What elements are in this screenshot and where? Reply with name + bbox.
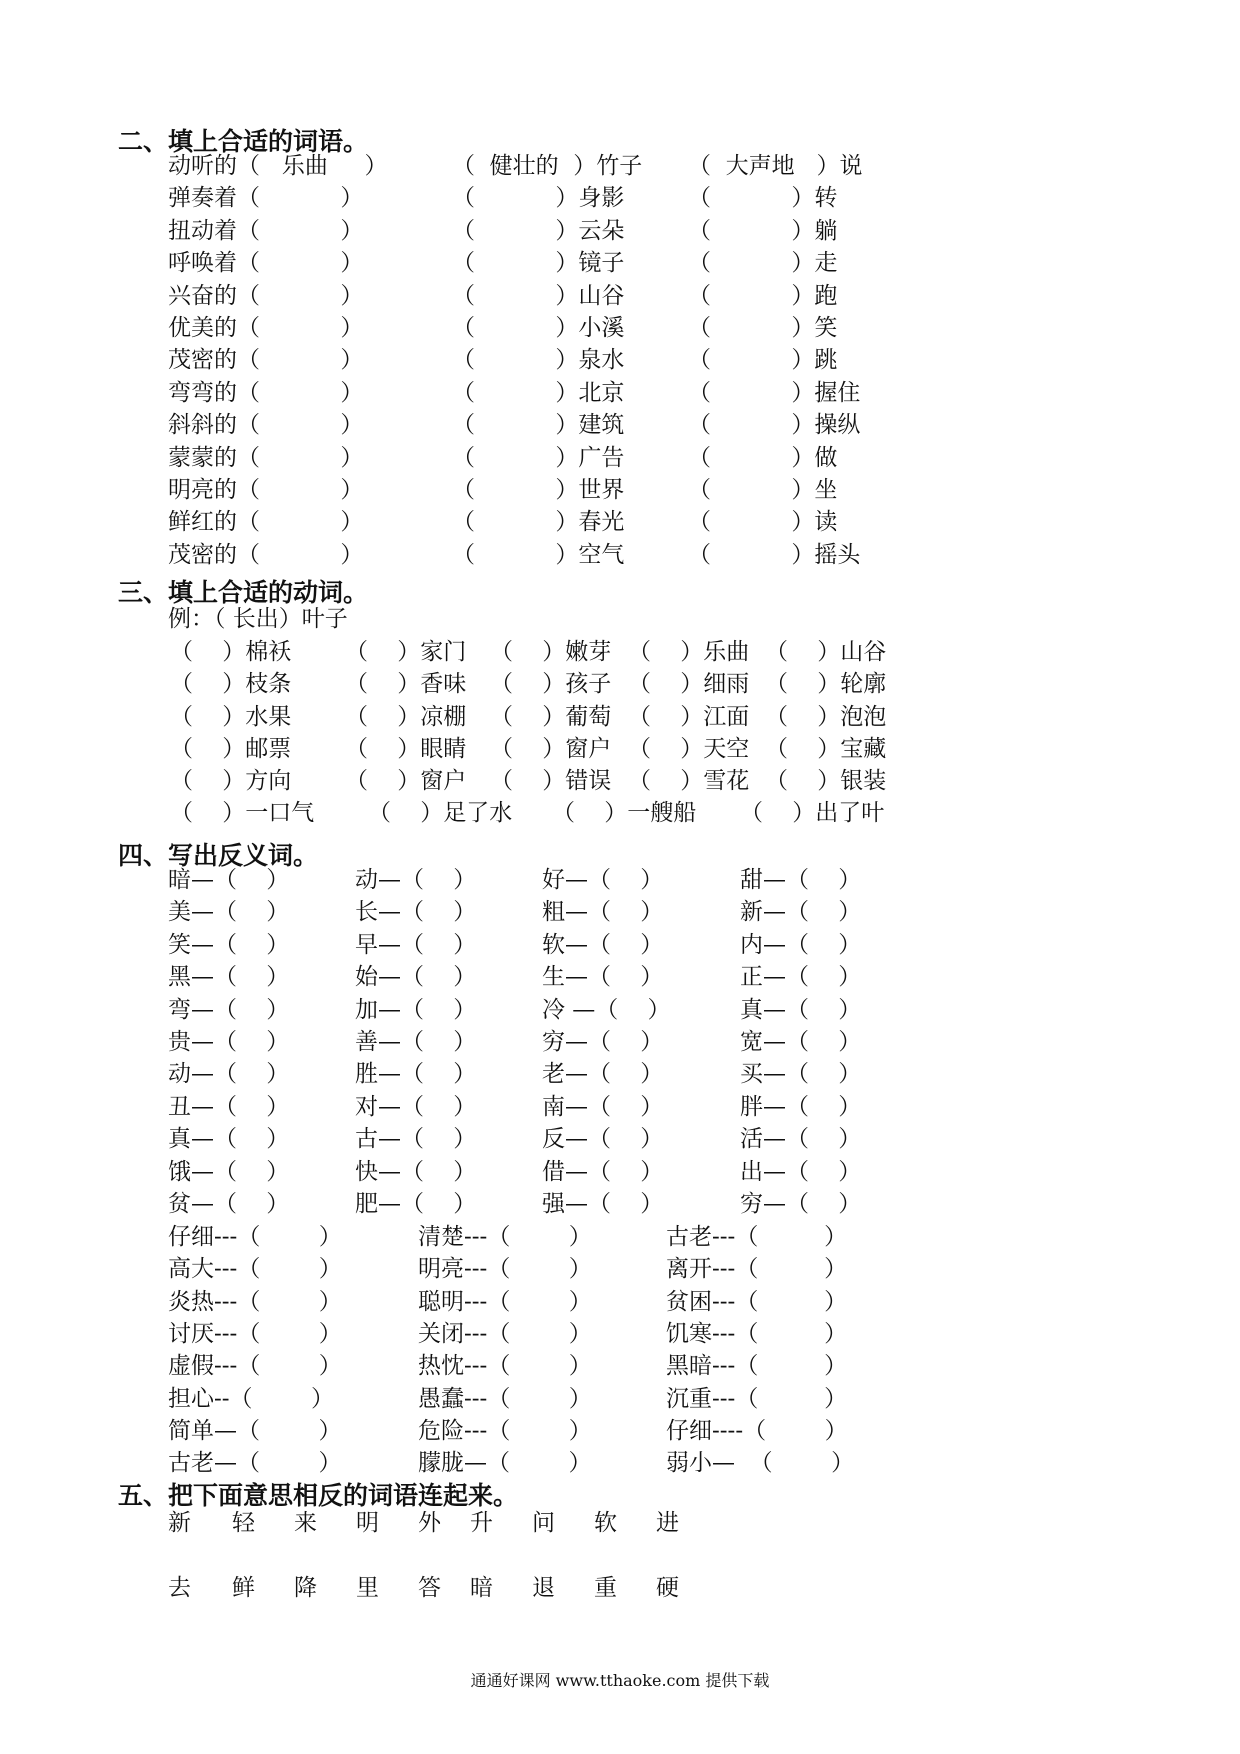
phrase-cell: （ ）空气 (452, 541, 625, 568)
match-char: 明 (356, 1510, 379, 1536)
antonym-cell: 沉重---（ ） (666, 1385, 848, 1412)
phrase-cell: 明亮的（ ） (168, 477, 364, 503)
match-char: 重 (594, 1575, 617, 1601)
verb-cell: （ ）雪花 (628, 768, 750, 795)
antonym-cell: 胜—（ ） (355, 1061, 477, 1088)
verb-cell: （ ）孩子 (490, 671, 612, 698)
match-char: 升 (470, 1510, 493, 1536)
phrase-cell: （ ）笑 (688, 315, 838, 341)
antonym-cell: 动—（ ） (168, 1061, 290, 1088)
phrase-cell: （ ）操纵 (688, 412, 861, 439)
phrase-cell: （ ）转 (688, 185, 838, 212)
antonym-cell: 古老—（ ） (168, 1450, 342, 1477)
antonym-cell: 快—（ ） (355, 1158, 477, 1185)
phrase-cell: （ ）云朵 (452, 217, 625, 244)
verb-cell: （ ）山谷 (765, 639, 887, 665)
section4-heading: 四、写出反义词。 (118, 841, 319, 870)
antonym-cell: 反—（ ） (542, 1126, 664, 1153)
antonym-cell: 讨厌---（ ） (168, 1320, 342, 1347)
section2-heading: 二、填上合适的词语。 (118, 127, 369, 156)
antonym-cell: 饥寒---（ ） (666, 1320, 848, 1347)
antonym-cell: 明亮---（ ） (418, 1256, 592, 1283)
antonym-cell: 贵—（ ） (168, 1029, 290, 1055)
antonym-cell: 贫困---（ ） (666, 1288, 848, 1315)
phrase-cell: （ ）走 (688, 250, 838, 277)
verb-cell: （ ）足了水 (368, 800, 513, 826)
phrase-cell: （ ）摇头 (688, 541, 861, 568)
antonym-cell: 美—（ ） (168, 899, 290, 926)
antonym-cell: 仔细----（ ） (666, 1417, 848, 1444)
verb-cell: （ ）窗户 (345, 768, 467, 795)
antonym-cell: 弱小— （ ） (666, 1450, 855, 1477)
antonym-cell: 危险---（ ） (418, 1417, 592, 1444)
verb-cell: （ ）一口气 (170, 800, 315, 826)
verb-cell: （ ）江面 (628, 703, 750, 730)
antonym-cell: 长—（ ） (355, 899, 477, 926)
phrase-cell: 动听的（ 乐曲 ） (168, 153, 388, 179)
match-char: 进 (656, 1510, 679, 1536)
page-footer: 通通好课网 www.tthaoke.com 提供下载 (470, 1671, 770, 1690)
verb-cell: （ ）银装 (765, 768, 887, 795)
match-char: 鲜 (232, 1575, 255, 1601)
phrase-cell: （ ）跑 (688, 282, 838, 309)
phrase-cell: （ ）跳 (688, 347, 838, 374)
antonym-cell: 朦胧—（ ） (418, 1450, 592, 1477)
phrase-cell: （ ）镜子 (452, 250, 625, 277)
antonym-cell: 弯—（ ） (168, 996, 290, 1023)
phrase-cell: 蒙蒙的（ ） (168, 444, 364, 471)
antonym-cell: 笑—（ ） (168, 931, 290, 958)
verb-cell: （ ）邮票 (170, 735, 292, 762)
phrase-cell: 茂密的（ ） (168, 541, 364, 568)
verb-cell: （ ）棉袄 (170, 639, 292, 665)
section3-heading: 三、填上合适的动词。 (118, 578, 369, 607)
phrase-cell: （ ）身影 (452, 185, 625, 212)
verb-cell: （ ）泡泡 (765, 703, 887, 730)
section5-heading: 五、把下面意思相反的词语连起来。 (118, 1481, 519, 1510)
verb-cell: （ ）方向 (170, 768, 292, 795)
antonym-cell: 古老---（ ） (666, 1224, 848, 1250)
antonym-cell: 冷 —（ ） (542, 996, 671, 1023)
verb-cell: （ ）水果 (170, 703, 292, 730)
match-char: 软 (594, 1510, 617, 1536)
antonym-cell: 善—（ ） (355, 1029, 477, 1055)
antonym-cell: 对—（ ） (355, 1093, 477, 1120)
match-char: 新 (168, 1510, 191, 1536)
antonym-cell: 内—（ ） (740, 931, 862, 958)
phrase-cell: 弯弯的（ ） (168, 379, 364, 406)
antonym-cell: 加—（ ） (355, 996, 477, 1023)
phrase-cell: 斜斜的（ ） (168, 412, 364, 439)
antonym-cell: 真—（ ） (740, 996, 862, 1023)
antonym-cell: 仔细---（ ） (168, 1224, 342, 1250)
verb-cell: （ ）细雨 (628, 671, 750, 698)
antonym-cell: 正—（ ） (740, 964, 862, 991)
phrase-cell: 扭动着（ ） (168, 217, 364, 244)
verb-cell: （ ）家门 (345, 639, 467, 665)
verb-cell: （ ）宝藏 (765, 735, 887, 762)
phrase-cell: （ ）坐 (688, 477, 838, 503)
antonym-cell: 热忱---（ ） (418, 1353, 592, 1380)
match-char: 去 (168, 1575, 191, 1601)
phrase-cell: （ ）泉水 (452, 347, 625, 374)
match-char: 退 (532, 1575, 555, 1601)
phrase-cell: （ ）广告 (452, 444, 625, 471)
antonym-cell: 新—（ ） (740, 899, 862, 926)
verb-cell: （ ）嫩芽 (490, 639, 612, 665)
phrase-cell: 鲜红的（ ） (168, 509, 364, 536)
phrase-cell: 茂密的（ ） (168, 347, 364, 374)
antonym-cell: 生—（ ） (542, 964, 664, 991)
antonym-cell: 黑暗---（ ） (666, 1353, 848, 1380)
verb-cell: （ ）出了叶 (740, 800, 885, 826)
antonym-cell: 愚蠢---（ ） (418, 1385, 592, 1412)
antonym-cell: 借—（ ） (542, 1158, 664, 1185)
phrase-cell: （ ）躺 (688, 217, 838, 244)
antonym-cell: 暗—（ ） (168, 867, 290, 893)
antonym-cell: 强—（ ） (542, 1191, 664, 1217)
antonym-cell: 早—（ ） (355, 931, 477, 958)
phrase-cell: （ ）北京 (452, 379, 625, 406)
match-char: 降 (294, 1575, 317, 1601)
verb-cell: （ ）窗户 (490, 735, 612, 762)
verb-cell: （ ）香味 (345, 671, 467, 698)
phrase-cell: （ ）小溪 (452, 315, 625, 341)
antonym-cell: 真—（ ） (168, 1126, 290, 1153)
phrase-cell: 兴奋的（ ） (168, 282, 364, 309)
antonym-cell: 贫—（ ） (168, 1191, 290, 1217)
verb-cell: （ ）葡萄 (490, 703, 612, 730)
verb-cell: （ ）错误 (490, 768, 612, 795)
antonym-cell: 清楚---（ ） (418, 1224, 592, 1250)
phrase-cell: 弹奏着（ ） (168, 185, 364, 212)
verb-cell: （ ）轮廓 (765, 671, 887, 698)
antonym-cell: 软—（ ） (542, 931, 664, 958)
antonym-cell: 简单—（ ） (168, 1417, 342, 1444)
antonym-cell: 胖—（ ） (740, 1093, 862, 1120)
verb-cell: （ ）一艘船 (552, 800, 697, 826)
phrase-cell: （ ）世界 (452, 477, 625, 503)
antonym-cell: 饿—（ ） (168, 1158, 290, 1185)
phrase-cell: （ 健壮的 ）竹子 (452, 153, 643, 179)
phrase-cell: （ ）读 (688, 509, 838, 536)
antonym-cell: 黑—（ ） (168, 964, 290, 991)
phrase-cell: （ ）建筑 (452, 412, 625, 439)
match-char: 暗 (470, 1575, 493, 1601)
phrase-cell: （ ）春光 (452, 509, 625, 536)
antonym-cell: 丑—（ ） (168, 1093, 290, 1120)
phrase-cell: （ ）做 (688, 444, 838, 471)
phrase-cell: 呼唤着（ ） (168, 250, 364, 277)
antonym-cell: 甜—（ ） (740, 867, 862, 893)
section3-example: 例：（ 长出）叶子 (168, 606, 348, 632)
antonym-cell: 宽—（ ） (740, 1029, 862, 1055)
verb-cell: （ ）乐曲 (628, 639, 750, 665)
phrase-cell: 优美的（ ） (168, 315, 364, 341)
antonym-cell: 肥—（ ） (355, 1191, 477, 1217)
antonym-cell: 炎热---（ ） (168, 1288, 342, 1315)
match-char: 里 (356, 1575, 379, 1601)
phrase-cell: （ ）山谷 (452, 282, 625, 309)
match-char: 外 (418, 1510, 441, 1536)
match-char: 来 (294, 1510, 317, 1536)
match-char: 问 (532, 1510, 555, 1536)
antonym-cell: 虚假---（ ） (168, 1353, 342, 1380)
antonym-cell: 老—（ ） (542, 1061, 664, 1088)
verb-cell: （ ）天空 (628, 735, 750, 762)
antonym-cell: 关闭---（ ） (418, 1320, 592, 1347)
antonym-cell: 古—（ ） (355, 1126, 477, 1153)
antonym-cell: 穷—（ ） (542, 1029, 664, 1055)
phrase-cell: （ ）握住 (688, 379, 861, 406)
verb-cell: （ ）眼睛 (345, 735, 467, 762)
antonym-cell: 担心--（ ） (168, 1385, 335, 1412)
verb-cell: （ ）枝条 (170, 671, 292, 698)
verb-cell: （ ）凉棚 (345, 703, 467, 730)
antonym-cell: 动—（ ） (355, 867, 477, 893)
antonym-cell: 离开---（ ） (666, 1256, 848, 1283)
antonym-cell: 南—（ ） (542, 1093, 664, 1120)
antonym-cell: 穷—（ ） (740, 1191, 862, 1217)
match-char: 硬 (656, 1575, 679, 1601)
match-char: 轻 (232, 1510, 255, 1536)
antonym-cell: 出—（ ） (740, 1158, 862, 1185)
antonym-cell: 活—（ ） (740, 1126, 862, 1153)
antonym-cell: 买—（ ） (740, 1061, 862, 1088)
antonym-cell: 高大---（ ） (168, 1256, 342, 1283)
antonym-cell: 始—（ ） (355, 964, 477, 991)
phrase-cell: （ 大声地 ）说 (688, 153, 863, 179)
antonym-cell: 好—（ ） (542, 867, 664, 893)
antonym-cell: 粗—（ ） (542, 899, 664, 926)
match-char: 答 (418, 1575, 441, 1601)
antonym-cell: 聪明---（ ） (418, 1288, 592, 1315)
